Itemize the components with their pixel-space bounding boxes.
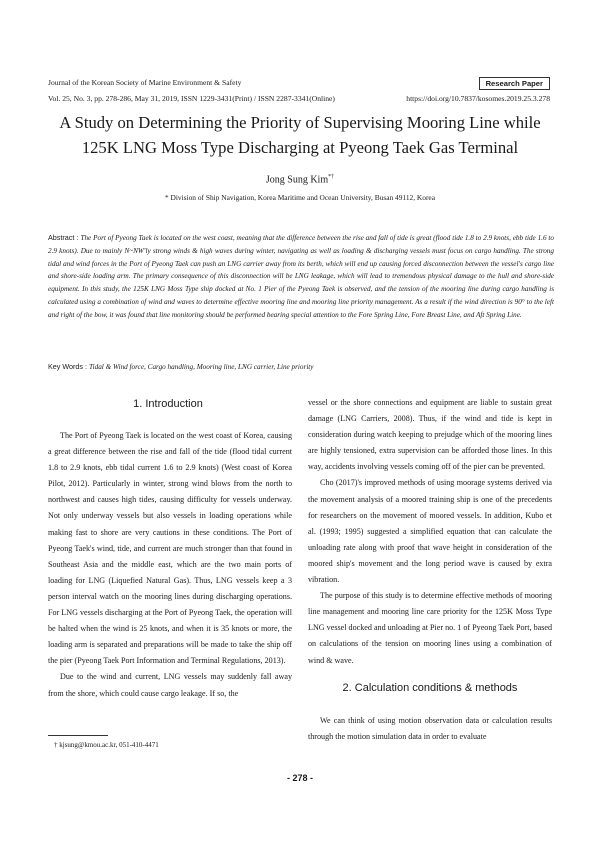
paragraph: vessel or the shore connections and equipment are liable to sustain great damage (LNG Carriers, 2008). Thus, if the wind and tide is kept in consideration during watch keeping to prejudge which of the mooring lines are highly tensioned, extra supervision can be afforded those lines. In this way, accidents involving vessels coming off of the pier can be prevented. xyxy=(308,398,552,472)
paper-title: A Study on Determining the Priority of Supervising Mooring Line while 125K LNG Moss Type Discharging at Pyeong Taek Gas Terminal xyxy=(59,113,541,157)
volume-line: Vol. 25, No. 3, pp. 278-286, May 31, 2019, ISSN 1229-3431(Print) / ISSN 2287-3341(Online) xyxy=(48,94,335,103)
author-mark: *† xyxy=(328,174,335,180)
abstract xyxy=(48,232,554,322)
left-column xyxy=(48,428,292,702)
author-affiliation: * Division of Ship Navigation, Korea Maritime and Ocean University, Busan 49112, Korea xyxy=(165,193,435,202)
footnote: † kjsung@kmou.ac.kr, 051-410-4471 xyxy=(54,741,159,749)
article-type-badge: Research Paper xyxy=(479,77,550,90)
section-heading-methods: 2. Calculation conditions & methods xyxy=(342,682,518,694)
paragraph: Cho (2017)'s improved methods of using moorage systems derived via the movement analysis of a moored training ship is one of the precedents for researchers on the movement of moored vessels. In addition, Kubo et al. (1993; 1995) suggested a simplified equation that can calculate the unloading rate along with proof that wave height in consideration of the moored ship's movement and the long period wave is caused by extra vibration. xyxy=(308,478,552,585)
paragraph: We can think of using motion observation data or calculation results through the motion simulation data in order to evaluate xyxy=(308,716,552,742)
keywords-text: Tidal & Wind force, Cargo handling, Mooring line, LNG carrier, Line priority xyxy=(89,363,314,371)
doi-link[interactable]: https://doi.org/10.7837/kosomes.2019.25.3.278 xyxy=(406,94,550,103)
keywords xyxy=(48,362,554,371)
paragraph: Due to the wind and current, LNG vessels may suddenly fall away from the shore, which could cause cargo leakage. If so, the xyxy=(48,672,292,698)
abstract-label: Abstract : xyxy=(48,233,81,242)
section-heading-introduction: 1. Introduction xyxy=(133,398,203,410)
author-name: Jong Sung Kim xyxy=(265,174,329,186)
journal-name: Journal of the Korean Society of Marine Environment & Safety xyxy=(48,78,242,87)
abstract-text: The Port of Pyeong Taek is located on the west coast, meaning that the difference between the rise and fall of tide is great (flood tide 1.8 to 2.9 knots, ebb tide 1.6 to 2.9 knots). Due to mainly N~NW'ly strong winds & high waves during winter, navigating as well as loading & discharging vessels must focus on cargo handling. The strong tidal and wind forces in the Port of Pyeong Taek can push an LNG carrier away from its berth, which will end up causing forced disconnection between the vessel's cargo line and shore-side loading arm. The primary consequence of this disconnection will be LNG leakage, which will lead to tremendous physical damage to the hull and shore-side equipment. In this study, the 125K LNG Moss Type ship docked at No. 1 Pier of the Pyeong Taek is observed, and the tension of the mooring line during cargo handling is calculated using a combination of wind and waves to determine effective mooring line and mooring line priority management. As a result if the wind direction is 90° to the left and right of the bow, it was found that line monitoring should be performed bearing special attention to the Fore Spring Line, Fore Breast Line, and Aft Spring Line. xyxy=(48,234,555,319)
footnote-rule xyxy=(48,735,108,736)
paragraph: The Port of Pyeong Taek is located on the west coast of Korea, causing a great difference between the rise and fall of the tide (flood tidal current 1.8 to 2.9 knots, ebb tidal current 1.6 to 2.9 knots) (West coast of Korea Pilot, 2012). Particularly in winter, strong wind blows from the north to northwest and causes high tides, causing difficulty for vessels underway. Not only underway vessels but also vessels in loading operations while making fast to shore are very cautions in these conditions. The Port of Pyeong Taek's wind, tide, and current are much stronger than that found in Southeast Asia and the middle east, which are the two main ports of loading for LNG (Liquefied Natural Gas). Thus, LNG vessels keep a 3 person interval watch on the mooring lines during discharging operations. For LNG vessels discharging at the Port of Pyeong Taek, the operation will be halted when the wind is 25 knots, and when it is 35 knots or more, the loading arm is separated and preparations will be made to take the ship off the pier (Pyeong Taek Port Information and Terminal Regulations, 2013). xyxy=(48,431,292,666)
keywords-label: Key Words : xyxy=(48,362,90,371)
author-line xyxy=(0,174,600,185)
right-column xyxy=(308,395,552,669)
right-column-methods xyxy=(308,713,552,745)
page-number: - 278 - xyxy=(286,773,313,783)
paragraph: The purpose of this study is to determine effective methods of mooring line management and mooring line care priority for the 125K Moss Type LNG vessel docked and unloading at Pier no. 1 of Pyeong Taek Port, based on calculations of the tension on mooring lines using a combination of wind & wave. xyxy=(308,591,552,665)
